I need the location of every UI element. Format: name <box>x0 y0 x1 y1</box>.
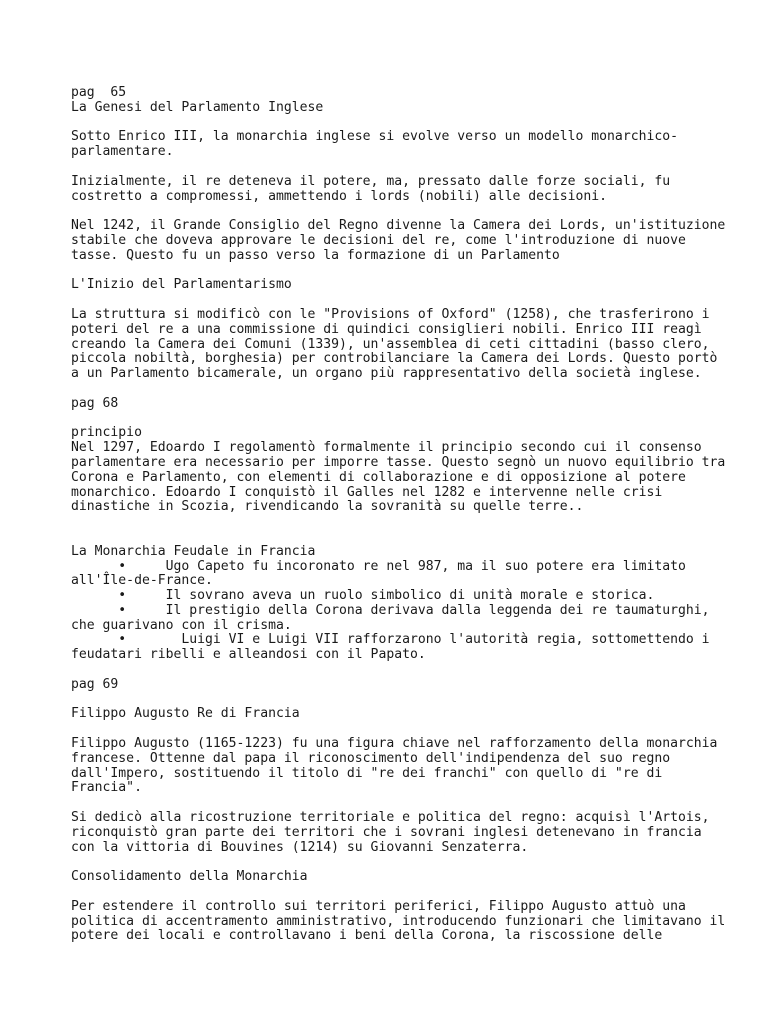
blank-line <box>71 382 731 397</box>
text-line: L'Inizio del Parlamentarismo <box>71 277 292 293</box>
text-line: Francia". <box>71 780 142 796</box>
text-line: Nel 1297, Edoardo I regolamentò formalmente il principio secondo cui il consenso <box>71 440 702 456</box>
text-line: Nel 1242, il Grande Consiglio del Regno divenne la Camera dei Lords, un'istituzione <box>71 218 726 234</box>
text-line: che guarivano con il crisma. <box>71 617 292 633</box>
text-line: principio <box>71 425 142 441</box>
blank-line <box>71 412 731 427</box>
text-line: Corona e Parlamento, con elementi di collaborazione e di opposizione al potere <box>71 469 686 485</box>
text-line: tasse. Questo fu un passo verso la formazione di un Parlamento <box>71 247 560 263</box>
text-line: all'Île-de-France. <box>71 573 213 589</box>
blank-line <box>71 293 731 308</box>
text-line: pag 69 <box>71 676 119 692</box>
text-line: dinastiche in Scozia, rivendicando la sovranità su quelle terre.. <box>71 499 584 515</box>
text-line: monarchico. Edoardo I conquistò il Galles nel 1282 e intervenne nelle crisi <box>71 484 663 500</box>
text-line: • Il prestigio della Corona derivava dalla leggenda dei re taumaturghi, <box>71 602 710 618</box>
blank-line <box>71 264 731 279</box>
text-line: dall'Impero, sostituendo il titolo di "re dei franchi" con quello di "re di <box>71 765 663 781</box>
text-line: Filippo Augusto (1165-1223) fu una figura chiave nel rafforzamento della monarchia <box>71 736 718 752</box>
text-line: creando la Camera dei Comuni (1339), un'assemblea di ceti cittadini (basso clero, <box>71 336 710 352</box>
document-body <box>71 86 731 944</box>
text-line: • Ugo Capeto fu incoronato re nel 987, ma il suo potere era limitato <box>71 558 686 574</box>
blank-line <box>71 160 731 175</box>
blank-line <box>71 663 731 678</box>
blank-line <box>71 885 731 900</box>
text-line: Sotto Enrico III, la monarchia inglese si evolve verso un modello monarchico- <box>71 129 678 145</box>
text-line: parlamentare era necessario per imporre tasse. Questo segnò un nuovo equilibrio tra <box>71 454 726 470</box>
text-line: poteri del re a una commissione di quindici consiglieri nobili. Enrico III reagì <box>71 321 702 337</box>
text-line: • Luigi VI e Luigi VII rafforzarono l'autorità regia, sottomettendo i <box>71 632 710 648</box>
text-line: • Il sovrano aveva un ruolo simbolico di unità morale e storica. <box>71 588 655 604</box>
text-line: politica di accentramento amministrativo, introducendo funzionari che limitavano il <box>71 913 726 929</box>
blank-line <box>71 796 731 811</box>
text-line: La Genesi del Parlamento Inglese <box>71 99 324 115</box>
text-line: con la vittoria di Bouvines (1214) su Giovanni Senzaterra. <box>71 839 529 855</box>
text-line: La Monarchia Feudale in Francia <box>71 543 316 559</box>
text-line: potere dei locali e controllavano i beni della Corona, la riscossione delle <box>71 928 663 944</box>
text-line: riconquistò gran parte dei territori che i sovrani inglesi detenevano in francia <box>71 824 702 840</box>
blank-line <box>71 204 731 219</box>
text-line: piccola nobiltà, borghesia) per controbilanciare la Camera dei Lords. Questo portò <box>71 351 718 367</box>
text-line: Filippo Augusto Re di Francia <box>71 706 300 722</box>
text-line: Per estendere il controllo sui territori periferici, Filippo Augusto attuò una <box>71 898 686 914</box>
text-line: La struttura si modificò con le "Provisions of Oxford" (1258), che trasferirono i <box>71 306 710 322</box>
text-line: a un Parlamento bicamerale, un organo più rappresentativo della società inglese. <box>71 366 702 382</box>
text-line: francese. Ottenne dal papa il riconoscimento dell'indipendenza del suo regno <box>71 750 671 766</box>
text-line: stabile che doveva approvare le decisioni del re, come l'introduzione di nuove <box>71 232 686 248</box>
blank-line <box>71 693 731 708</box>
text-line: Si dedicò alla ricostruzione territoriale e politica del regno: acquisì l'Artois, <box>71 810 710 826</box>
blank-line <box>71 855 731 870</box>
blank-line <box>71 116 731 131</box>
text-line: pag 68 <box>71 395 119 411</box>
text-line: parlamentare. <box>71 144 174 160</box>
text-line: Inizialmente, il re deteneva il potere, ma, pressato dalle forze sociali, fu <box>71 173 671 189</box>
blank-line <box>71 530 731 545</box>
text-line: Consolidamento della Monarchia <box>71 869 308 885</box>
text-line: feudatari ribelli e alleandosi con il Papato. <box>71 647 426 663</box>
blank-line <box>71 515 731 530</box>
text-line: costretto a compromessi, ammettendo i lords (nobili) alle decisioni. <box>71 188 608 204</box>
blank-line <box>71 722 731 737</box>
text-line: pag 65 <box>71 85 127 100</box>
